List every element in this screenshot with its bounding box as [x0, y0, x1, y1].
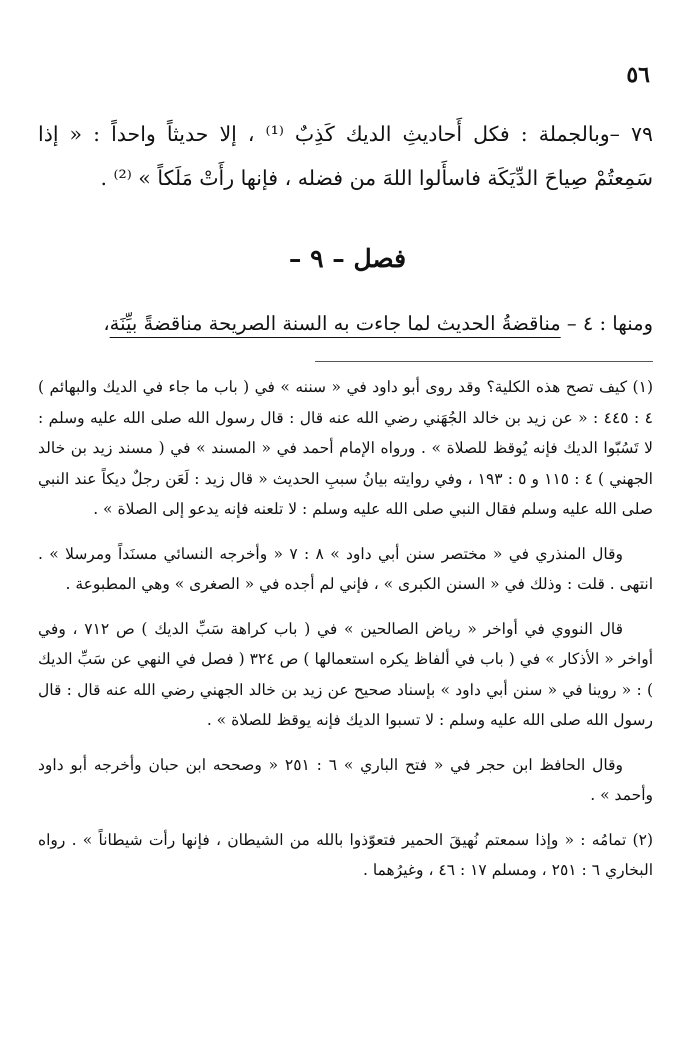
footnote-1-para-2: وقال المنذري في « مختصر سنن أبي داود » ٨ : ٧ « وأخرجه النسائي مسنَداً ومرسلا » . انتهى . قلت : وذلك في « السنن الكبرى » ، فإني لم أجده في « الصغرى » وهي المطبوعة .: [38, 544, 653, 593]
footnotes: [38, 372, 653, 900]
footnote-separator: [315, 361, 653, 362]
section-subheading: [38, 308, 653, 340]
footnote-1-para-4: وقال الحافظ ابن حجر في « فتح الباري » ٦ : ٢٥١ « وصححه ابن حبان وأخرجه أبو داود وأحمد » .: [38, 755, 653, 804]
footnote-2: (٢) تمامُه : « وإذا سمعتم نُهيقَ الحمير فتعوّذوا بالله من الشيطان ، فإنها رأت شيطاناً » . رواه البخاري ٦ : ٢٥١ ، ومسلم ١٧ : ٤٦ ، وغيرُهما .: [38, 830, 653, 879]
section-heading: فصل – ٩ –: [288, 244, 407, 273]
subheading-suffix: ،: [103, 312, 110, 335]
main-paragraph: ٧٩ –وبالجملة : فكل أَحاديثِ الديك كَذِبٌ ⁽¹⁾ ، إلا حديثاً واحداً : « إذا سَمِعتُمْ صِياحَ الدِّيَكَة فاسأَلوا اللهَ من فضله ، فإنها رأَتْ مَلَكاً » ⁽²⁾ .: [38, 122, 654, 190]
page-number: ٥٦: [626, 62, 650, 88]
main-text: [38, 112, 653, 200]
subheading-prefix: ومنها : ٤ –: [566, 312, 653, 335]
footnote-1-para-3: قال النووي في أواخر « رياض الصالحين » في ( باب كراهة سَبِّ الديك ) ص ٧١٢ ، وفي أواخر « الأذكار » في ( باب في ألفاظ يكره استعمالها ) ص ٣٢٤ ( فصل في النهي عن سَبِّ الديك ) : « روينا في « سنن أبي داود » بإسناد صحيح عن زيد بن خالد الجهني رضي الله عنه قال : قال رسول الله صلى الله عليه وسلم : لا تسبوا الديك فإنه يوقظ للصلاة » .: [38, 619, 653, 729]
footnote-1: (١) كيف تصح هذه الكلية؟ وقد روى أبو داود في « سننه » في ( باب ما جاء في الديك والبهائم ) ٤ : ٤٤٥ : « عن زيد بن خالد الجُهَني رضي الله عنه قال : قال رسول الله صلى الله عليه وسلم : لا تَسُبّوا الديك فإنه يُوقظ للصلاة » . ورواه الإمام أحمد في « المسند » في ( مسند زيد بن خالد الجهني ) ٤ : ١١٥ و ٥ : ١٩٣ ، وفي روايته بيانُ سببِ الحديث « قال زيد : لَعَن رجلٌ ديكاً عند النبي صلى الله عليه وسلم فقال النبي صلى الله عليه وسلم : لا تلعنه فإنه يدعو إلى الصلاة » .: [38, 378, 653, 518]
subheading-underlined: مناقضةُ الحديث لما جاءت به السنة الصريحة مناقضةً بيِّنَة: [109, 312, 561, 335]
